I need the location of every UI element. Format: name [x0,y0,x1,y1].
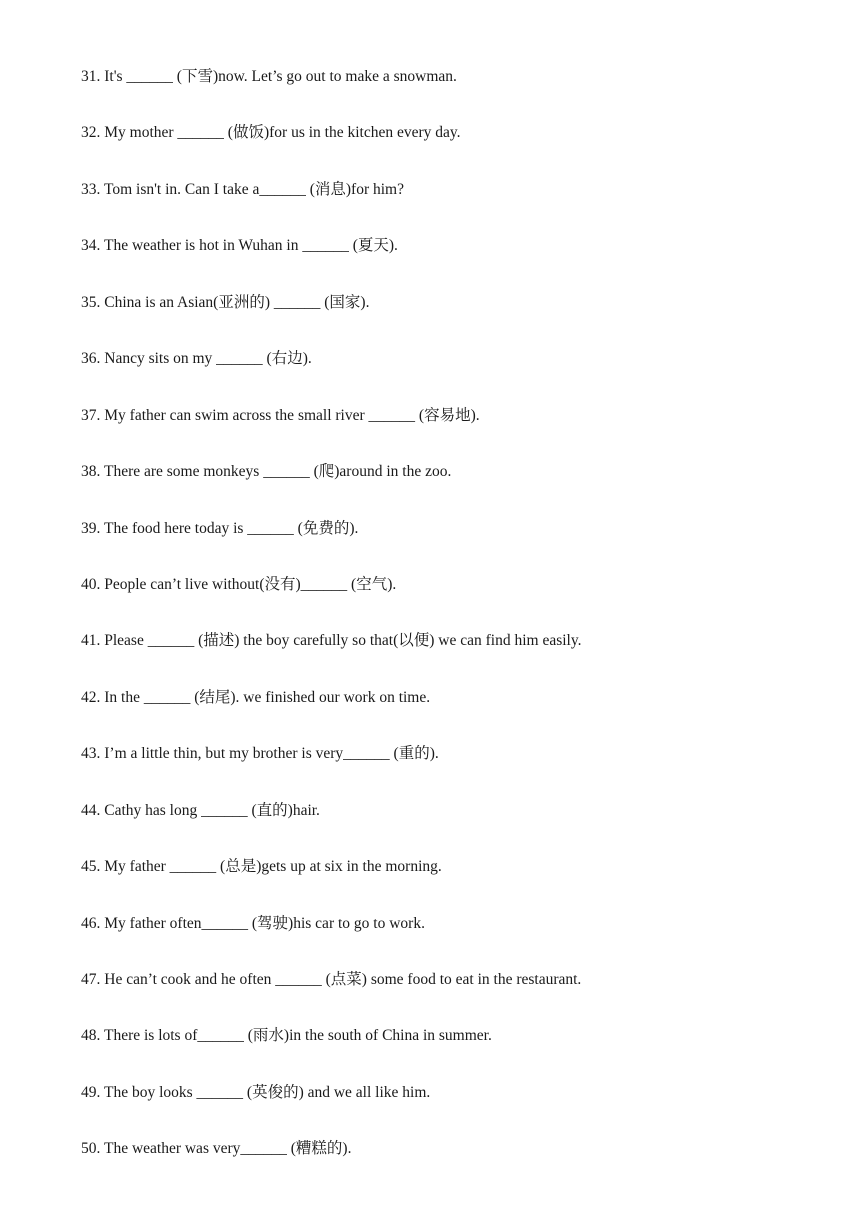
question-33: 33. Tom isn't in. Can I take a______ (消息)for him? [81,180,404,198]
question-36: 36. Nancy sits on my ______ (右边). [81,350,312,368]
question-42: 42. In the ______ (结尾). we finished our work on time. [81,688,431,706]
question-41: 41. Please ______ (描述) the boy carefully so that(以便) we can find him easily. [81,632,582,650]
question-45: 45. My father ______ (总是)gets up at six in the morning. [81,858,442,876]
question-44: 44. Cathy has long ______ (直的)hair. [81,801,320,819]
question-43: 43. I’m a little thin, but my brother is very______ (重的). [81,745,439,763]
question-49: 49. The boy looks ______ (英俊的) and we all like him. [81,1083,431,1101]
question-35: 35. China is an Asian(亚洲的) ______ (国家). [81,293,370,311]
question-47: 47. He can’t cook and he often ______ (点菜) some food to eat in the restaurant. [81,971,582,988]
question-38: 38. There are some monkeys ______ (爬)around in the zoo. [81,463,452,481]
question-31: 31. It's ______ (下雪)now. Let’s go out to make a snowman. [81,68,457,85]
question-40: 40. People can’t live without(没有)______ (空气). [81,575,397,593]
question-37: 37. My father can swim across the small river ______ (容易地). [81,406,480,424]
question-48: 48. There is lots of______ (雨水)in the south of China in summer. [81,1027,492,1045]
question-32: 32. My mother ______ (做饭)for us in the kitchen every day. [81,124,461,142]
question-50: 50. The weather was very______ (糟糕的). [81,1140,352,1158]
question-34: 34. The weather is hot in Wuhan in ______ (夏天). [81,237,398,255]
question-46: 46. My father often______ (驾驶)his car to go to work. [81,914,425,932]
question-39: 39. The food here today is ______ (免费的). [81,519,359,537]
question-list [81,66,581,1195]
